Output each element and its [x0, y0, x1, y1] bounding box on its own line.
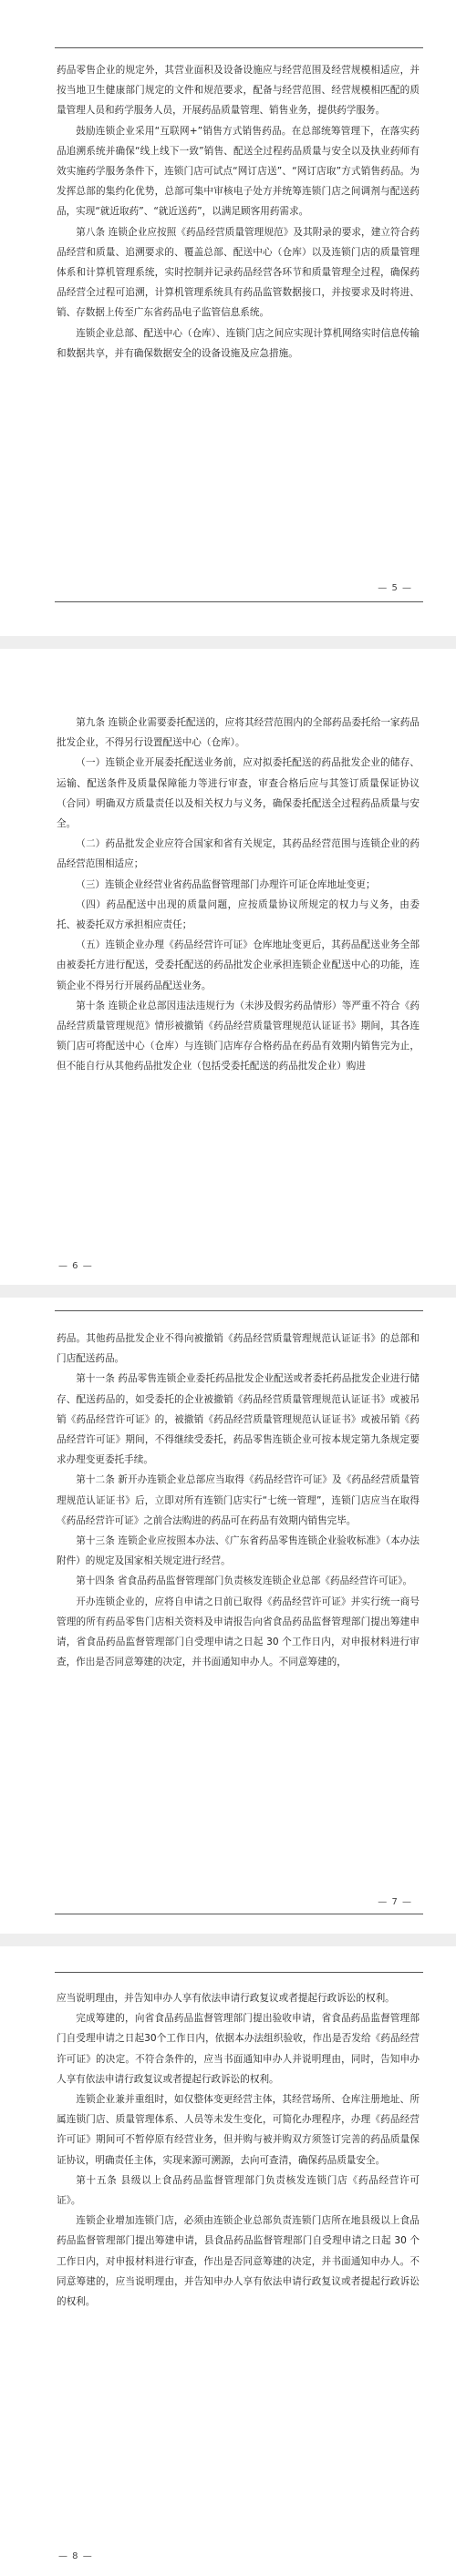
page-top-rule [55, 47, 423, 48]
paragraph: 第八条 连锁企业应按照《药品经营质量管理规范》及其附录的要求，建立符合药品经营和质量、追溯要求的、覆盖总部、配送中心（仓库）以及连锁门店的质量管理体系和计算机管理系统，实时控制并记录药品经营各环节和质量管理全过程，确保药品经营全过程可追溯，计算机管理系统具有药品监管数据接口，并按要求及时将进、销、存数据上传至广东省药品电子监管信息系统。 [57, 226, 420, 319]
page-number: — 7 — [378, 1897, 412, 1907]
page-body [57, 60, 420, 364]
paragraph: 药品。其他药品批发企业不得向被撤销《药品经营质量管理规范认证证书》的总部和门店配送药品。 [57, 1333, 420, 1365]
paragraph: 开办连锁企业的，应将自申请之日前已取得《药品经营许可证》并实行统一商号管理的所有药品零售门店相关资料及申请报告向省食品药品监督管理部门提出筹建申请，省食品药品监督管理部门自受理申请之日起 30 个工作日内，对申报材料进行审查，作出是否同意筹建的决定，并书面通知申办人。不同意筹建的， [57, 1596, 420, 1668]
paragraph: （四）药品配送中出现的质量问题，应按质量协议所规定的权力与义务，由委托、被委托双方承担相应责任； [57, 898, 420, 931]
paragraph: 应当说明理由，并告知申办人享有依法申请行政复议或者提起行政诉讼的权利。 [57, 1993, 395, 2004]
paragraph: 完成筹建的，向省食品药品监督管理部门提出验收申请，省食品药品监督管理部门自受理申请之日起30个工作日内，依据本办法组织验收，作出是否发给《药品经营许可证》的决定。不符合条件的，应当书面通知申办人并说明理由，同时，告知申办人享有依法申请行政复议或者提起行政诉讼的权利。 [57, 2013, 420, 2085]
page-number: — 6 — [58, 1261, 93, 1271]
paragraph: 第九条 连锁企业需要委托配送的，应将其经营范围内的全部药品委托给一家药品批发企业，不得另行设置配送中心（仓库）。 [57, 717, 420, 749]
document-page-8 [0, 1946, 456, 2576]
paragraph: 第十一条 药品零售连锁企业委托药品批发企业配送或者委托药品批发企业进行储存、配送药品的，如受委托的企业被撤销《药品经营质量管理规范认证证书》或被吊销《药品经营许可证》的，被撤销《药品经营质量管理规范认证证书》或被吊销《药品经营许可证》期间，不得继续受委托，药品零售连锁企业可按本规定第九条规定要求办理变更委托手续。 [57, 1373, 420, 1466]
paragraph: 连锁企业兼并重组时，如仅整体变更经营主体，其经营场所、仓库注册地址、所属连锁门店、质量管理体系、人员等未发生变化，可简化办理程序，办理《药品经营许可证》期间可不暂停原有经营业务，但并购与被并购双方须签订完善的药品质量保证协议，明确责任主体，实现来源可溯源，去向可查清，确保药品质量安全。 [57, 2094, 420, 2166]
paragraph: 第十五条 县级以上食品药品监督管理部门负责核发连锁门店《药品经营许可证》。 [57, 2174, 420, 2207]
paragraph: 药品零售企业的规定外，其营业面积及设备设施应与经营范围及经营规模相适应，并按当地卫生健康部门规定的文件和规范要求，配备与经营范围、经营规模相匹配的质量管理人员和药学服务人员，开展药品质量管理、销售业务，提供药学服务。 [57, 65, 420, 117]
page-number: — 8 — [58, 2551, 93, 2561]
page-body [57, 713, 420, 1077]
page-top-rule [55, 1972, 423, 1973]
document-page-6 [0, 649, 456, 1285]
paragraph: （三）连锁企业经营业省药品监督管理部门办理许可证仓库地址变更； [76, 878, 376, 890]
page-body [57, 1329, 420, 1672]
paragraph: 第十三条 连锁企业应按照本办法、《广东省药品零售连锁企业验收标准》（本办法附件）的规定及国家相关规定进行经营。 [57, 1535, 420, 1567]
paragraph: 鼓励连锁企业采用“互联网+”销售方式销售药品。在总部统筹管理下，在落实药品追溯系统并确保“线上线下一致”销售、配送全过程药品质量与安全以及执业药师有效实施药学服务条件下，连锁门店可试点“网订店送”、“网订店取”方式销售药品。为发挥总部的集约化优势，总部可集中审核电子处方并统筹连锁门店之间调剂与配送药品，实现“就近取药”、“就近送药”，以满足顾客用药需求。 [57, 125, 420, 218]
paragraph: （二）药品批发企业应符合国家和省有关规定，其药品经营范围与连锁企业的药品经营范围相适应； [57, 838, 420, 870]
paragraph: 连锁企业增加连锁门店，必须由连锁企业总部负责连锁门店所在地县级以上食品药品监督管理部门提出筹建申请，县食品药品监督管理部门自受理申请之日起 30 个工作日内，对申报材料进行审查，作出是否同意筹建的决定，并书面通知申办人。不同意筹建的，应当说明理由，并告知申办人享有依法申请行政复议或者提起行政诉讼的权利。 [57, 2215, 420, 2308]
page-body [57, 1988, 420, 2312]
paragraph: （一）连锁企业开展委托配送业务前，应对拟委托配送的药品批发企业的储存、运输、配送条件及质量保障能力等进行审查，审查合格后应与其签订质量保证协议（合同）明确双方质量责任以及相关权力与义务，确保委托配送全过程药品质量与安全。 [57, 757, 420, 830]
paragraph: （五）连锁企业办理《药品经营许可证》仓库地址变更后，其药品配送业务全部由被委托方进行配送，受委托配送的药品批发企业承担连锁企业配送中心的功能，连锁企业不得另行开展药品配送业务。 [57, 939, 420, 991]
paragraph: 第十条 连锁企业总部因违法违规行为（未涉及假劣药品情形）等严重不符合《药品经营质量管理规范》情形被撤销《药品经营质量管理规范认证证书》期间，其各连锁门店可将配送中心（仓库）与连锁门店库存合格药品在药品有效期内销售完为止，但不能自行从其他药品批发企业（包括受委托配送的药品批发企业）购进 [57, 1000, 420, 1072]
page-bottom-rule [55, 601, 423, 602]
document-page-7 [0, 1298, 456, 1934]
page-top-rule [55, 1310, 423, 1311]
document-page-5 [0, 0, 456, 636]
page-number: — 5 — [378, 583, 412, 593]
paragraph: 连锁企业总部、配送中心（仓库）、连锁门店之间应实现计算机网络实时信息传输和数据共享，并有确保数据安全的设备设施及应急措施。 [57, 327, 420, 359]
paragraph: 第十二条 新开办连锁企业总部应当取得《药品经营许可证》及《药品经营质量管理规范认证证书》后，立即对所有连锁门店实行“七统一管理”，连锁门店应当在取得《药品经营许可证》之前合法购进的药品可在药品有效期内销售完毕。 [57, 1474, 420, 1526]
paragraph: 第十四条 省食品药品监督管理部门负责核发连锁企业总部《药品经营许可证》。 [76, 1575, 413, 1587]
